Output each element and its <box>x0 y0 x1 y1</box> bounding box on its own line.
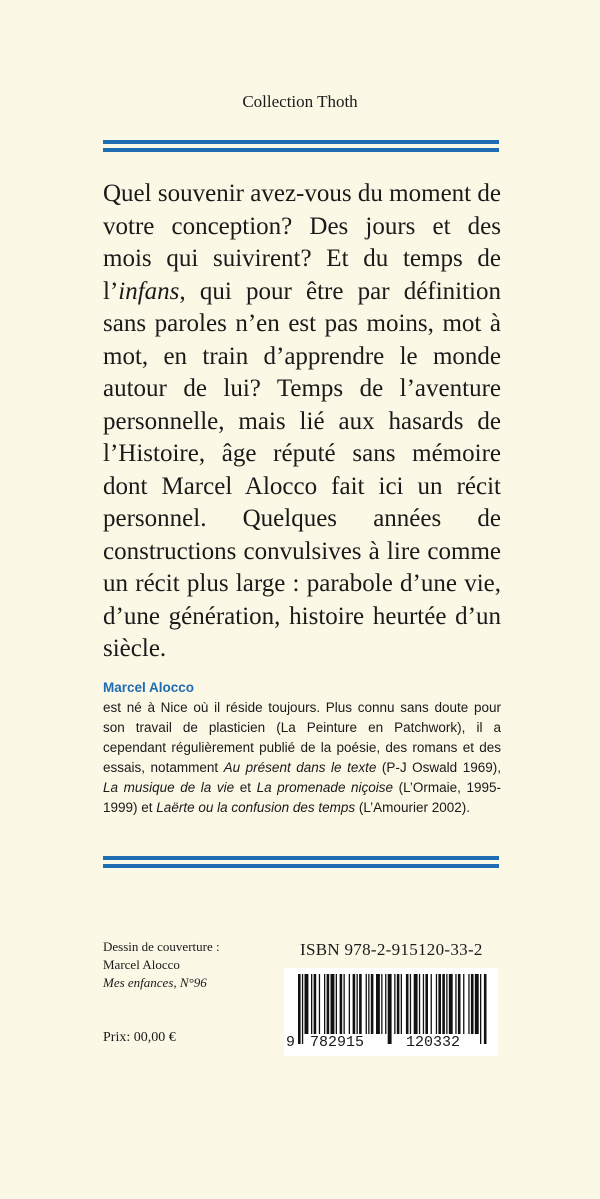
barcode-bar <box>305 974 309 1034</box>
author-name: Marcel Alocco <box>103 680 195 695</box>
bio-text-2: (P-J Oswald 1969), <box>376 760 502 775</box>
barcode-bar <box>438 974 441 1034</box>
bottom-divider <box>103 856 499 868</box>
bio-text-4: (L’Ormaie, 1995-1999) et <box>103 780 502 815</box>
barcode-bar <box>446 974 447 1034</box>
barcode-bar <box>353 974 356 1034</box>
barcode-bar <box>359 974 362 1034</box>
barcode-bar <box>480 974 481 1044</box>
barcode-bar <box>471 974 474 1034</box>
bio-work-1: Au présent dans le texte <box>223 760 377 775</box>
bio-work-4: Laërte ou la confusion des temps <box>156 800 356 815</box>
barcode-bar <box>425 974 428 1034</box>
barcode-bar <box>406 974 409 1034</box>
author-bio <box>103 698 501 818</box>
barcode-bar <box>366 974 367 1034</box>
barcode-bar <box>324 974 325 1034</box>
barcode-bar <box>344 974 345 1034</box>
bio-text-3: et <box>234 780 257 795</box>
barcode-bar <box>397 974 400 1034</box>
barcode-bar <box>388 974 392 1044</box>
isbn-number: ISBN 978-2-915120-33-2 <box>300 940 483 959</box>
barcode-bar <box>394 974 395 1034</box>
price-label: Prix: 00,00 € <box>103 1030 176 1045</box>
credit-artist: Marcel Alocco <box>103 957 180 972</box>
barcode-group-left: 782915 <box>310 1034 365 1051</box>
barcode-bar <box>336 974 337 1034</box>
barcode-bar <box>458 974 461 1034</box>
barcode-bar <box>371 974 374 1034</box>
barcode-bar <box>331 974 335 1034</box>
barcode-bar <box>484 974 487 1044</box>
barcode-bar <box>311 974 312 1034</box>
barcode-bar <box>468 974 469 1034</box>
barcode-bar <box>385 974 386 1034</box>
barcode-bar <box>298 974 301 1044</box>
barcode-bar <box>368 974 369 1034</box>
credit-label: Dessin de couverture : <box>103 939 220 954</box>
barcode-bar <box>401 974 402 1034</box>
barcode-bar <box>414 974 418 1034</box>
barcode-bar <box>349 974 350 1034</box>
barcode-bar <box>327 974 330 1034</box>
barcode-bar <box>314 974 317 1034</box>
back-cover-blurb <box>103 178 501 666</box>
blurb-italic-word: infans <box>118 277 180 305</box>
bio-work-3: La promenade niçoise <box>256 780 394 795</box>
barcode-bar <box>442 974 445 1034</box>
credit-artwork: Mes enfances, N°96 <box>103 975 207 990</box>
cover-credit <box>103 938 220 992</box>
barcode-bar <box>423 974 424 1034</box>
barcode-bar <box>463 974 464 1034</box>
barcode-bar <box>319 974 320 1034</box>
barcode-bar <box>410 974 411 1034</box>
blurb-text-1: Quel souvenir avez-vous du moment de votre conception? Des jours et des mois qui suivirent? Et du temps de l’ <box>103 180 501 305</box>
barcode-bar <box>449 974 453 1034</box>
barcode-bar <box>419 974 420 1034</box>
barcode-bar <box>431 974 432 1034</box>
bio-work-2: La musique de la vie <box>103 780 235 795</box>
barcode-bar <box>302 974 303 1044</box>
barcode <box>284 968 498 1056</box>
series-title: Collection Thoth <box>242 92 358 111</box>
bio-text-5: (L’Amourier 2002). <box>355 800 470 815</box>
barcode-group-right: 120332 <box>406 1034 461 1051</box>
barcode-bar <box>436 974 437 1034</box>
barcode-bar <box>357 974 358 1034</box>
barcode-bar <box>340 974 343 1034</box>
barcode-digit-first: 9 <box>286 1034 296 1051</box>
top-divider <box>103 140 499 152</box>
barcode-bar <box>455 974 456 1034</box>
barcode-bar <box>376 974 380 1034</box>
bio-text-1: est né à Nice où il réside toujours. Plus connu sans doute pour son travail de plasticien (La Peinture en Patchwork), il a cependant régulièrement publié de la poésie, des romans et des essais, notamment <box>103 700 501 775</box>
barcode-bar <box>381 974 382 1034</box>
barcode-bar <box>475 974 479 1034</box>
blurb-text-2: , qui pour être par définition sans paroles n’en est pas moins, mot à mot, en train d’apprendre le monde autour de lui? Temps de l’aventure personnelle, mais lié aux hasards de l’Histoire, âge réputé sans mémoire dont Marcel Alocco fait ici un récit personnel. Quelques années de constructions convulsives à lire comme un récit plus large : parabole d’une vie, d’une génération, histoire heurtée d’un siècle. <box>103 277 501 662</box>
